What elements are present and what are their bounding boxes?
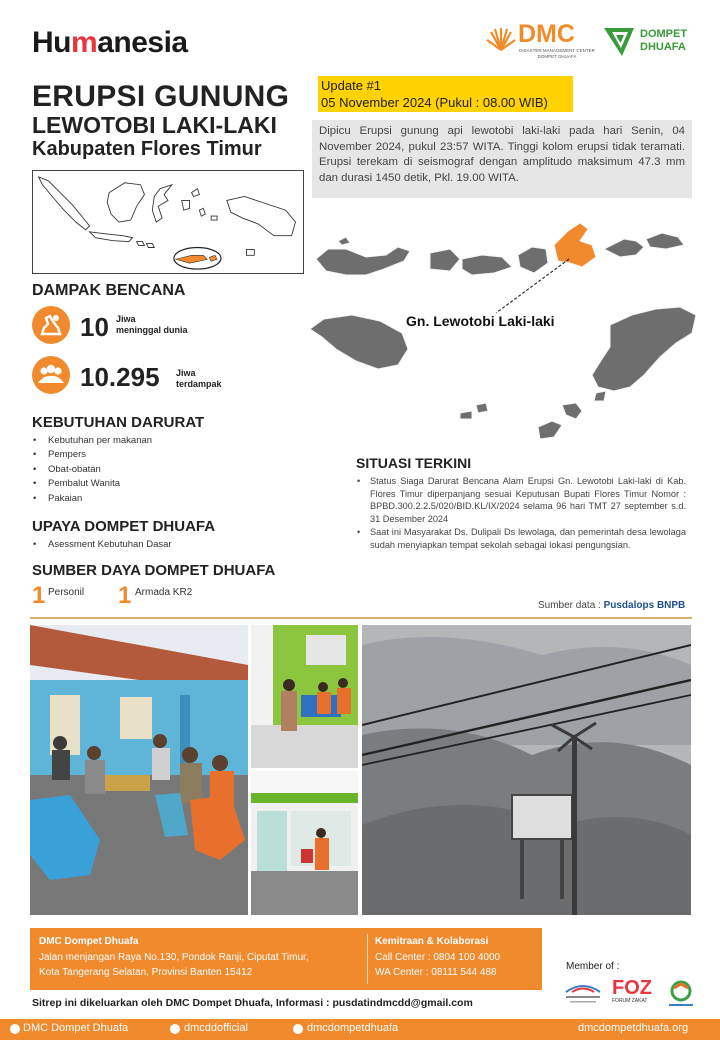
- twitter-icon: [170, 1024, 180, 1034]
- sitrep-notice: Sitrep ini dikeluarkan oleh DMC Dompet Dhuafa, Informasi : pusdatindmcdd@gmail.com: [32, 997, 473, 1009]
- event-summary: Dipicu Erupsi gunung api lewotobi laki-laki pada hari Senin, 04 November 2024, pukul 23:57 WITA. Tinggi kolom erupsi tidak teramati. Erupsi terekam di seismograf dengan amplitudo maksimum 47.3 mm dan durasi 1450 detik, Pkl. 19.00 WITA.: [312, 120, 692, 198]
- member-logo-1: [562, 978, 604, 1012]
- list-item: • Status Siaga Darurat Bencana Alam Erupsi Gn. Lewotobi Laki-laki di Kab. Flores Timur diperpanjang sesuai Keputusan Bupati Flores Timur Nomor : BPBD.300.2.2.5/020/BID.KL/IX/2024 selama 96 hari TMT 27 september s.d. 31 Desember 2024: [356, 475, 686, 526]
- photo-ash-covered-landscape: [362, 625, 691, 915]
- address-line-2: Kota Tangerang Selatan, Provinsi Banten 15412: [39, 967, 253, 978]
- impact-heading: DAMPAK BENCANA: [32, 282, 186, 299]
- call-center: Call Center : 0804 100 4000: [375, 952, 501, 963]
- member-logo-foz: FOZ FORUM ZAKAT: [612, 977, 652, 1004]
- photo-office-assessment: [251, 625, 358, 768]
- title-line-2: LEWOTOBI LAKI-LAKI: [32, 112, 277, 138]
- personnel-count: 1: [32, 582, 46, 609]
- efforts-heading: UPAYA DOMPET DHUAFA: [32, 518, 216, 535]
- death-icon: [32, 306, 70, 344]
- update-number: Update #1: [321, 78, 381, 93]
- member-of-label: Member of :: [566, 961, 620, 972]
- address-line-1: Jalan menjangan Raya No.130, Pondok Ranji, Ciputat Timur,: [39, 952, 309, 963]
- indonesia-map: [32, 170, 304, 274]
- ntt-region-map: [280, 215, 700, 455]
- list-item: • Pembalut Wanita: [32, 477, 152, 491]
- list-item: • Asessment Kebutuhan Dasar: [32, 538, 172, 552]
- facebook-link[interactable]: DMC Dompet Dhuafa: [23, 1022, 129, 1034]
- deaths-unit: Jiwa: [116, 314, 136, 324]
- dompet-dhuafa-logo-text: DOMPET DHUAFA: [640, 28, 688, 53]
- org-title: DMC Dompet Dhuafa: [39, 936, 139, 947]
- list-item: • Pakaian: [32, 492, 152, 506]
- humanesia-logo: Humanesia: [32, 26, 188, 59]
- photo-health-post: [251, 771, 358, 915]
- footer-divider: [367, 934, 368, 984]
- list-item: • Kebutuhan per makanan: [32, 434, 152, 448]
- instagram-link[interactable]: dmcdompetdhuafa: [307, 1022, 399, 1034]
- list-item: • Saat ini Masyarakat Ds. Dulipali Ds lewolaga, dan pemerintah desa lewolaga sudah menyiapkan tempat sekolah sebagai lokasi pengungsian.: [356, 526, 686, 551]
- dompet-dhuafa-icon: [602, 24, 636, 58]
- volcano-map-label: Gn. Lewotobi Laki-laki: [406, 313, 555, 329]
- affected-unit: Jiwa: [176, 368, 196, 378]
- dmc-logo-subtext: DISASTER MANAGEMENT CENTER DOMPET DHUAFA: [519, 48, 595, 59]
- data-source: Sumber data : Pusdalops BNPB: [538, 600, 686, 611]
- facebook-icon: [10, 1024, 20, 1034]
- deaths-label: meninggal dunia: [116, 325, 188, 335]
- situation-heading: SITUASI TERKINI: [356, 455, 472, 471]
- wa-center: WA Center : 08111 544 488: [375, 967, 497, 978]
- update-datetime: 05 November 2024 (Pukul : 08.00 WIB): [321, 95, 548, 110]
- dmc-logo-text: DMC: [518, 20, 575, 48]
- title-line-1: ERUPSI GUNUNG: [32, 80, 290, 113]
- fleet-label: Armada KR2: [135, 587, 193, 598]
- needs-heading: KEBUTUHAN DARURAT: [32, 414, 205, 431]
- deaths-count: 10: [80, 312, 109, 342]
- affected-count: 10.295: [80, 362, 160, 392]
- section-divider: [30, 617, 692, 619]
- needs-list: [32, 434, 152, 506]
- website-link[interactable]: dmcdompetdhuafa.org: [578, 1022, 689, 1034]
- partnership-title: Kemitraan & Kolaborasi: [375, 936, 489, 947]
- affected-label: terdampak: [176, 379, 222, 389]
- member-logo-3: [664, 978, 698, 1012]
- people-icon: [32, 356, 70, 394]
- title-line-3: Kabupaten Flores Timur: [32, 138, 262, 160]
- instagram-icon: [293, 1024, 303, 1034]
- fleet-count: 1: [118, 582, 132, 609]
- situation-list: [356, 475, 686, 551]
- resources-heading: SUMBER DAYA DOMPET DHUAFA: [32, 562, 276, 579]
- list-item: • Pempers: [32, 448, 152, 462]
- list-item: • Obat-obatan: [32, 463, 152, 477]
- efforts-list: [32, 538, 172, 552]
- photo-community-meeting: [30, 625, 248, 915]
- personnel-label: Personil: [48, 587, 85, 598]
- twitter-link[interactable]: dmcddofficial: [184, 1022, 248, 1034]
